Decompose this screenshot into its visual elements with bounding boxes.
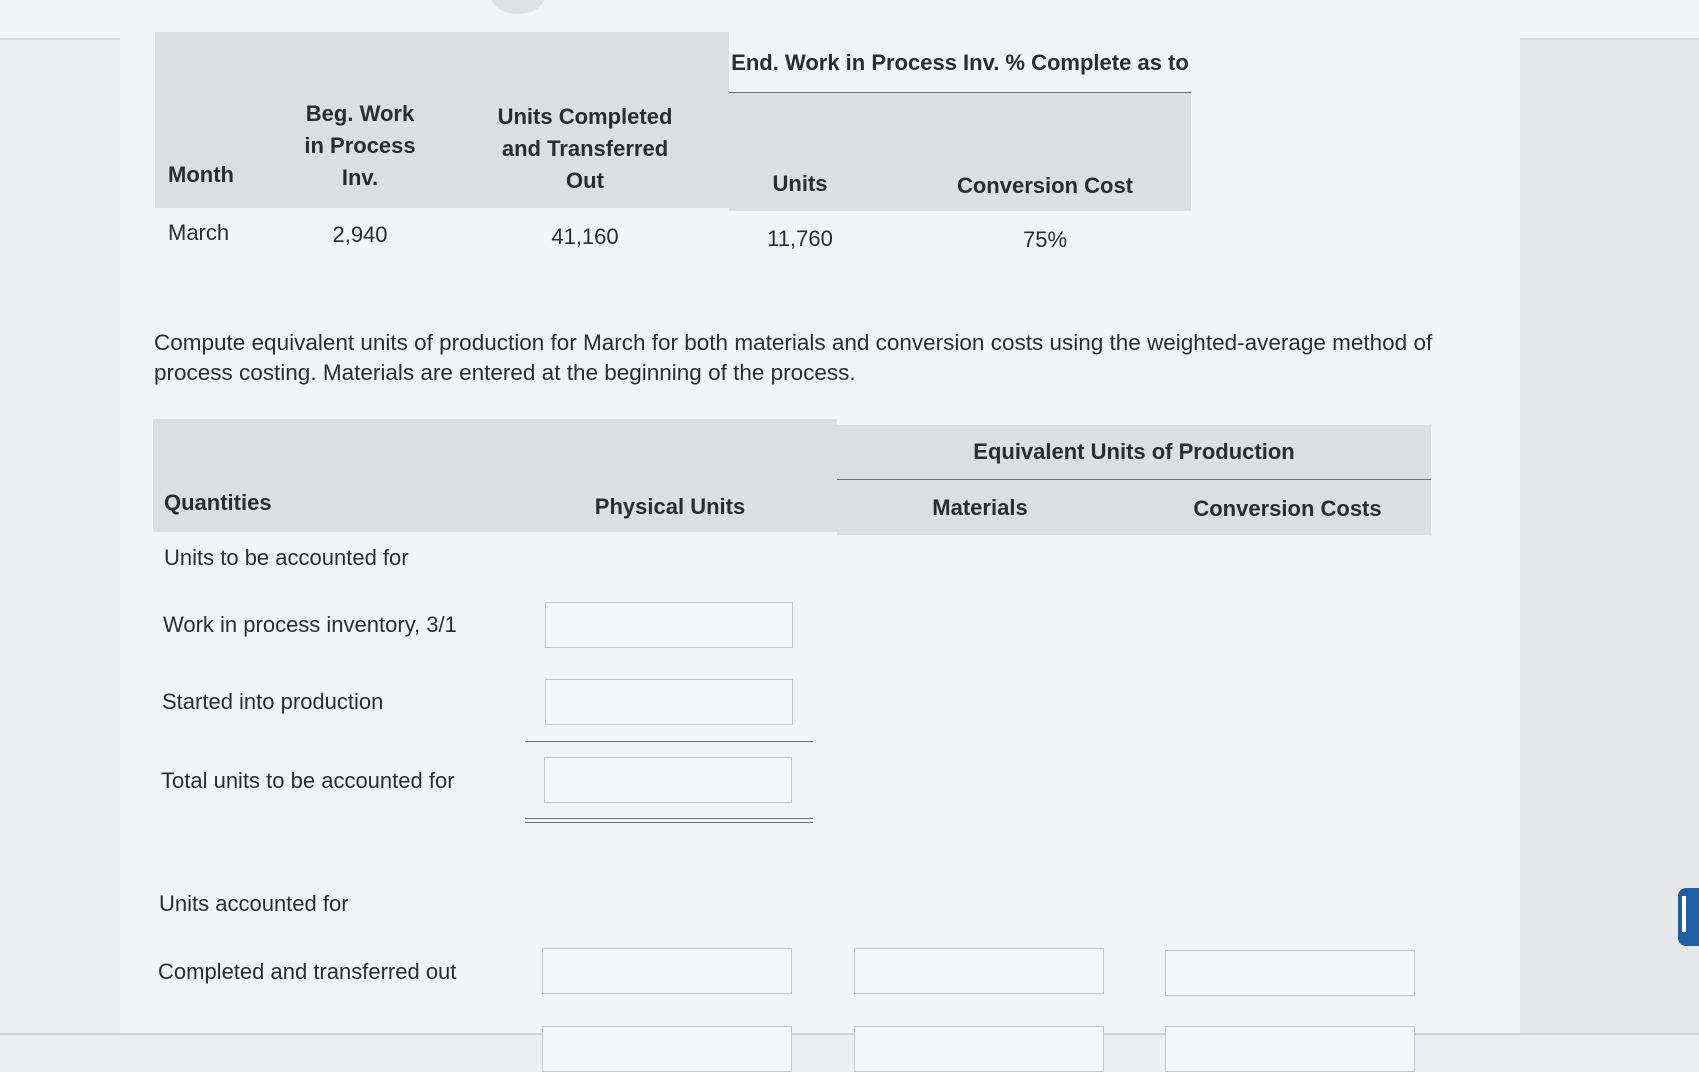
instructions-line1: Compute equivalent units of production for March for both materials and conversion costs using the weighted-average method of [154, 330, 1433, 355]
header-month: Month [168, 162, 234, 187]
section-accounted-for: Units accounted for [159, 891, 349, 916]
table2-group-header: Equivalent Units of Production [973, 439, 1295, 464]
header-quantities: Quantities [164, 490, 272, 515]
row-label-wip-beg: Work in process inventory, 3/1 [163, 612, 457, 637]
header-completed-3: Out [566, 168, 604, 193]
side-tab-button[interactable] [1678, 888, 1699, 946]
wip-beg-physical-input[interactable] [546, 603, 792, 647]
next-row-physical-box[interactable] [542, 1026, 792, 1072]
subtotal-rule [525, 741, 813, 742]
row-label-total: Total units to be accounted for [161, 768, 455, 793]
table2-group-rule [837, 479, 1431, 480]
completed-materials-input[interactable] [855, 949, 1103, 993]
total-double-rule-1 [525, 818, 813, 819]
header-completed-1: Units Completed [497, 104, 673, 129]
section-to-be-accounted: Units to be accounted for [164, 545, 409, 570]
right-margin [1520, 40, 1699, 1035]
started-physical-input[interactable] [546, 680, 792, 724]
row-conversion-pct: 75% [1022, 227, 1068, 252]
side-tab-icon [1682, 896, 1686, 932]
header-beg-wip-3: Inv. [341, 165, 379, 190]
scroll-knob [490, 0, 546, 14]
total-physical-box [544, 757, 792, 803]
started-physical-box [545, 679, 793, 725]
header-physical-units: Physical Units [594, 494, 746, 519]
completed-conversion-input[interactable] [1166, 951, 1414, 995]
total-double-rule-2 [525, 822, 813, 823]
completed-physical-box [542, 948, 792, 994]
row-label-started: Started into production [162, 689, 384, 714]
header-conversion-costs: Conversion Costs [1193, 496, 1382, 521]
completed-materials-box [854, 948, 1104, 994]
total-physical-input[interactable] [545, 758, 791, 802]
header-units: Units [772, 171, 828, 196]
group-header-rule [729, 92, 1191, 93]
table1-group-header: End. Work in Process Inv. % Complete as to [731, 50, 1189, 75]
header-materials: Materials [932, 495, 1028, 520]
header-completed-2: and Transferred [501, 136, 669, 161]
instructions-line2: process costing. Materials are entered at the beginning of the process. [154, 360, 856, 385]
completed-physical-input[interactable] [543, 949, 791, 993]
header-beg-wip-2: in Process [304, 133, 416, 158]
wip-beg-physical-box [545, 602, 793, 648]
row-month: March [168, 220, 230, 245]
next-row-materials-box[interactable] [854, 1026, 1104, 1072]
row-label-completed: Completed and transferred out [158, 959, 457, 984]
completed-conversion-box [1165, 950, 1415, 996]
row-end-units: 11,760 [767, 226, 833, 251]
row-beg-wip: 2,940 [332, 222, 388, 247]
row-completed-transferred: 41,160 [551, 224, 619, 249]
header-beg-wip-1: Beg. Work [305, 101, 415, 126]
header-conversion-cost: Conversion Cost [956, 173, 1134, 198]
next-row-conversion-box[interactable] [1165, 1026, 1415, 1072]
